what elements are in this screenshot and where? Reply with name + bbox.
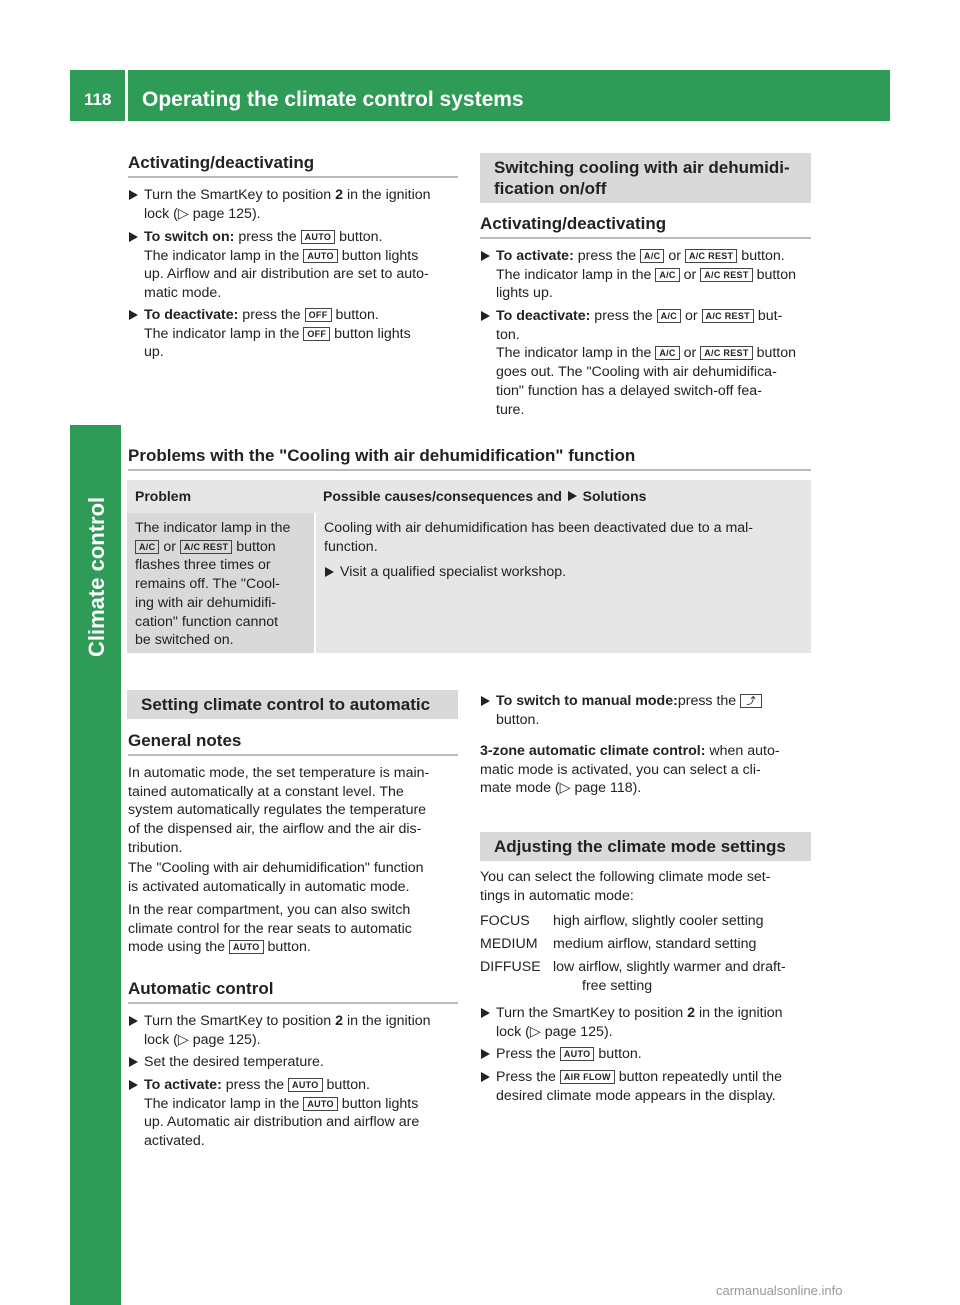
arrow-icon <box>481 251 490 261</box>
step-manual-mode: To switch to manual mode:press the ⤴ button. <box>496 692 814 729</box>
step-turn-key-2: Turn the SmartKey to position 2 in the ignition lock (▷ page 125). <box>144 1012 460 1049</box>
problems-table <box>127 480 811 653</box>
solution-step: Visit a qualified specialist workshop. <box>340 563 800 582</box>
step-switch-on: To switch on: press the AUTO button. The indicator lamp in the AUTO button lights up. Airflow and air distribution are set to auto- matic mode. <box>144 228 460 303</box>
auto-button-icon: AUTO <box>288 1078 323 1092</box>
table-cell-causes: Cooling with air dehumidification has been deactivated due to a mal- function. Visit a qualified specialist workshop. <box>316 513 811 653</box>
section-bar-cooling: Switching cooling with air dehumidi- fication on/off <box>480 153 811 203</box>
divider <box>128 469 811 471</box>
step-press-auto: Press the AUTO button. <box>496 1045 814 1064</box>
page-header <box>70 70 890 121</box>
section-heading-activating-2: Activating/deactivating <box>480 214 667 233</box>
mode-diffuse-name: DIFFUSE <box>480 959 541 975</box>
divider <box>128 176 458 178</box>
chapter-label: Climate control <box>84 496 109 657</box>
arrow-icon <box>481 1072 490 1082</box>
page-ref-icon: ▷ <box>529 1023 541 1040</box>
step-deactivate: To deactivate: press the OFF button. The indicator lamp in the OFF button lights up. <box>144 306 460 362</box>
mode-diffuse-desc: low airflow, slightly warmer and draft- free setting <box>553 959 786 994</box>
arrow-icon <box>481 1008 490 1018</box>
step-deactivate-ac: To deactivate: press the A/C or A/C REST but- ton. The indicator lamp in the A/C or A/C REST button goes out. The "Cooling with air dehumidifica- tion" function has a delayed switch-off fea- ture. <box>496 307 814 419</box>
arrow-icon <box>481 1049 490 1059</box>
step-turn-key: Turn the SmartKey to position 2 in the ignition lock (▷ page 125). <box>144 186 460 223</box>
section-bar-automatic: Setting climate control to automatic <box>127 690 458 719</box>
off-button-icon: OFF <box>303 327 330 341</box>
auto-button-icon: AUTO <box>560 1047 595 1061</box>
arrow-icon <box>481 696 490 706</box>
mode-focus-name: FOCUS <box>480 913 530 929</box>
divider <box>128 754 458 756</box>
air-flow-button-icon: AIR FLOW <box>560 1070 615 1084</box>
header-separator <box>125 70 128 121</box>
page-ref-icon: ▷ <box>177 1031 189 1048</box>
ac-button-icon: A/C <box>640 249 664 263</box>
section-heading-auto-control: Automatic control <box>128 979 274 998</box>
mode-medium-name: MEDIUM <box>480 936 538 952</box>
ac-rest-button-icon: A/C REST <box>685 249 737 263</box>
section-heading-general: General notes <box>128 731 242 750</box>
divider <box>480 237 811 239</box>
step-press-airflow: Press the AIR FLOW button repeatedly until the desired climate mode appears in the display. <box>496 1068 814 1105</box>
col-causes: Possible causes/consequences and Solutions <box>323 488 647 504</box>
arrow-icon <box>568 491 577 501</box>
ac-button-icon: A/C <box>135 540 159 554</box>
general-notes-text: In automatic mode, the set temperature is main- tained automatically at a constant level. The system automatically regulates the temperature of the dispensed air, the airflow and the air dis- tribution. <box>128 765 430 856</box>
ac-rest-button-icon: A/C REST <box>700 346 752 360</box>
arrow-icon <box>129 1016 138 1026</box>
general-notes-cooling: The "Cooling with air dehumidification" function is activated automatically in automatic mode. <box>128 860 424 895</box>
chapter-sidebar <box>70 425 121 1305</box>
ac-rest-button-icon: A/C REST <box>700 268 752 282</box>
ac-button-icon: A/C <box>655 346 679 360</box>
arrow-icon <box>129 1057 138 1067</box>
arrow-icon <box>129 232 138 242</box>
general-notes-rear: In the rear compartment, you can also switch climate control for the rear seats to automatic mode using the AUTO button. <box>128 902 412 956</box>
ac-rest-button-icon: A/C REST <box>180 540 232 554</box>
arrow-icon <box>129 1080 138 1090</box>
arrow-icon <box>129 310 138 320</box>
step-activate-auto: To activate: press the AUTO button. The indicator lamp in the AUTO button lights up. Automatic air distribution and airflow are activated. <box>144 1076 460 1151</box>
arrow-icon <box>481 311 490 321</box>
watermark: carmanualsonline.info <box>716 1283 843 1298</box>
ac-button-icon: A/C <box>655 268 679 282</box>
ac-button-icon: A/C <box>657 309 681 323</box>
divider <box>128 1002 458 1004</box>
auto-button-icon: AUTO <box>303 1097 338 1111</box>
page-ref-icon: ▷ <box>559 780 571 797</box>
ac-rest-button-icon: A/C REST <box>702 309 754 323</box>
table-header <box>127 480 811 513</box>
page-ref-icon: ▷ <box>177 205 189 222</box>
arrow-icon <box>129 190 138 200</box>
zone-control-text: 3-zone automatic climate control: when auto- matic mode is activated, you can select a cli- mate mode (▷ page 118). <box>480 743 780 797</box>
climate-mode-intro: You can select the following climate mode set- tings in automatic mode: <box>480 869 771 904</box>
table-cell-problem: The indicator lamp in the A/C or A/C REST button flashes three times or remains off. The "Cool- ing with air dehumidifi- cation" function cannot be switched on. <box>127 513 314 653</box>
mode-focus-desc: high airflow, slightly cooler setting <box>553 913 764 929</box>
section-heading-problems: Problems with the "Cooling with air dehumidification" function <box>128 446 636 465</box>
section-heading-activating: Activating/deactivating <box>128 153 315 172</box>
off-button-icon: OFF <box>305 308 332 322</box>
section-bar-climate-mode: Adjusting the climate mode settings <box>480 832 811 861</box>
manual-airflow-button-icon: ⤴ <box>740 694 762 708</box>
auto-button-icon: AUTO <box>303 249 338 263</box>
step-set-temperature: Set the desired temperature. <box>144 1053 460 1072</box>
mode-medium-desc: medium airflow, standard setting <box>553 936 757 952</box>
arrow-icon <box>325 567 334 577</box>
step-turn-key-3: Turn the SmartKey to position 2 in the ignition lock (▷ page 125). <box>496 1004 814 1041</box>
auto-button-icon: AUTO <box>301 230 336 244</box>
page-title: Operating the climate control systems <box>142 88 524 111</box>
page-number: 118 <box>84 90 112 109</box>
auto-button-icon: AUTO <box>229 940 264 954</box>
col-problem: Problem <box>135 488 192 504</box>
step-activate-ac: To activate: press the A/C or A/C REST button. The indicator lamp in the A/C or A/C REST button lights up. <box>496 247 814 303</box>
